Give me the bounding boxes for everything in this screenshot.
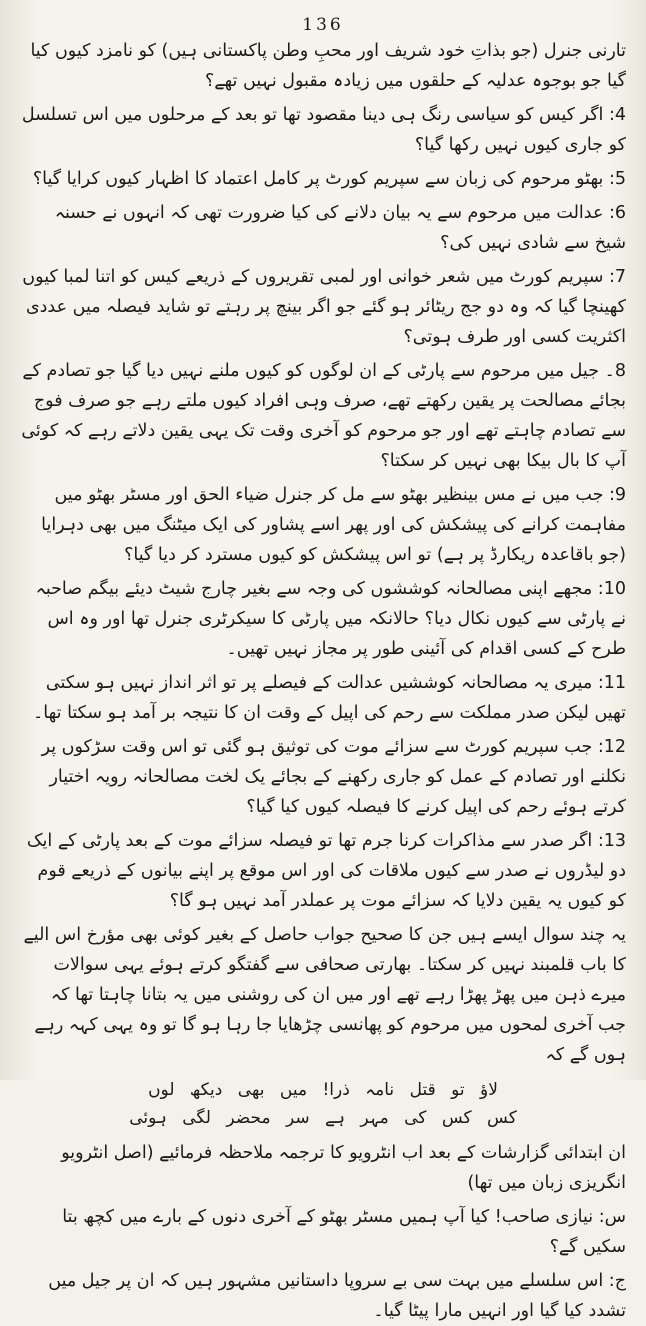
question-5: 5: بھٹو مرحوم کی زبان سے سپریم کورٹ پر کامل اعتماد کا اظہار کیوں کرایا گیا؟ bbox=[32, 169, 626, 189]
question-6: 6: عدالت میں مرحوم سے یہ بیان دلانے کی کیا ضرورت تھی کہ انہوں نے حسنہ شیخ سے شادی نہیں کی؟ bbox=[54, 203, 626, 253]
couplet bbox=[80, 1076, 566, 1132]
question-11: 11: میری یہ مصالحانہ کوششیں عدالت کے فیصلے پر تو اثر انداز نہیں ہو سکتی تھیں لیکن صدر مملکت سے رحم کی اپیل کے وقت ان کا نتیجہ بر آمد ہو سکتا تھا۔ bbox=[32, 673, 626, 723]
question-9: 9: جب میں نے مس بینظیر بھٹو سے مل کر جنرل ضیاء الحق اور مسٹر بھٹو میں مفاہمت کرانے کی پیشکش کی اور پھر اسے پشاور کی ایک میٹنگ میں بھی دہرایا (جو باقاعدہ ریکارڈ پر ہے) تو اس پیشکش کو کیوں مسترد کر دیا گیا؟ bbox=[41, 485, 626, 565]
page-number: 136 bbox=[302, 15, 344, 35]
interview-question: س: نیازی صاحب! کیا آپ ہمیں مسٹر بھٹو کے آخری دنوں کے بارے میں کچھ بتا سکیں گے؟ bbox=[62, 1207, 626, 1257]
interview-intro: ان ابتدائی گزارشات کے بعد اب انٹرویو کا ترجمہ ملاحظہ فرمائیے (اصل انٹرویو انگریزی زبان میں تھا) bbox=[61, 1143, 626, 1193]
question-12: 12: جب سپریم کورٹ سے سزائے موت کی توثیق ہو گئی تو اس وقت سڑکوں پر نکلنے اور تصادم کے عمل کو جاری رکھنے کے بجائے یک لخت مصالحانہ رویہ اختیار کرتے ہوئے رحم کی اپیل کرنے کا فیصلہ کیوں کیا گیا؟ bbox=[41, 737, 626, 817]
page-body bbox=[20, 36, 626, 1326]
closing-paragraph: یہ چند سوال ایسے ہیں جن کا صحیح جواب حاصل کے بغیر کوئی بھی مؤرخ اس الیے کا باب قلمبند نہیں کر سکتا۔ بھارتی صحافی سے گفتگو کرتے ہوئے یہی سوالات میرے ذہن میں پھڑ پھڑا رہے تھے اور میں ان کی روشنی میں یہ بتانا چاہتا تھا کہ جب آخری لمحوں میں مرحوم کو پھانسی چڑھایا جا رہا ہو گا تو وہ یہی کہہ رہے ہوں گے کہ bbox=[23, 925, 626, 1065]
question-7: 7: سپریم کورٹ میں شعر خوانی اور لمبی تقریروں کے ذریعے کیس کو اتنا لمبا کیوں کھینچا گیا کہ وہ دو جج ریٹائر ہو گئے جو اگر بینچ پر رہتے تو شاید فیصلہ میں عددی اکثریت کسی اور طرف ہوتی؟ bbox=[22, 267, 626, 347]
question-13: 13: اگر صدر سے مذاکرات کرنا جرم تھا تو فیصلہ سزائے موت کے بعد پارٹی کے ایک دو لیڈروں نے صدر سے کیوں ملاقات کی اور اس موقع پر اپنے بیانوں کے ذریعے قوم کو کیوں یہ یقین دلایا کہ سزائے موت پر عملدر آمد نہیں ہو گا؟ bbox=[26, 831, 626, 911]
paragraph: تارنی جنرل (جو بذاتِ خود شریف اور محبِ وطن پاکستانی ہیں) کو نامزد کیوں کیا گیا جو بوجوہ عدلیہ کے حلقوں میں زیادہ مقبول نہیں تھے؟ bbox=[30, 41, 626, 91]
question-10: 10: مجھے اپنی مصالحانہ کوششوں کی وجہ سے بغیر چارج شیٹ دیئے بیگم صاحبہ نے پارٹی سے کیوں نکال دیا؟ حالانکہ میں پارٹی کا سیکرٹری جنرل تھا اور وہ اس طرح کے کسی اقدام کی آئینی طور پر مجاز نہیں تھیں۔ bbox=[35, 579, 626, 659]
question-4: 4: اگر کیس کو سیاسی رنگ ہی دینا مقصود تھا تو بعد کے مرحلوں میں اس تسلسل کو جاری کیوں نہیں رکھا گیا؟ bbox=[21, 105, 626, 155]
couplet-line-2: کس کس کی مہر ہے سر محضر لگی ہوئی bbox=[129, 1108, 517, 1128]
question-8: 8۔ جیل میں مرحوم سے پارٹی کے ان لوگوں کو کیوں ملنے نہیں دیا گیا جو تصادم کے بجائے مصالحت پر یقین رکھتے تھے، صرف وہی افراد کیوں ملتے رہے جو صرف فوج سے تصادم چاہتے تھے اور جو مرحوم کو آخری وقت تک یہی یقین دلاتے رہے کہ کوئی آپ کا بال بیکا بھی نہیں کر سکتا؟ bbox=[21, 361, 626, 471]
interview-answer: ج: اس سلسلے میں بہت سی بے سروپا داستانیں مشہور ہیں کہ ان پر جیل میں تشدد کیا گیا اور انہیں مارا پیٹا گیا۔ bbox=[48, 1271, 626, 1321]
couplet-line-1: لاؤ تو قتل نامہ ذرا! میں بھی دیکھ لوں bbox=[148, 1080, 498, 1100]
